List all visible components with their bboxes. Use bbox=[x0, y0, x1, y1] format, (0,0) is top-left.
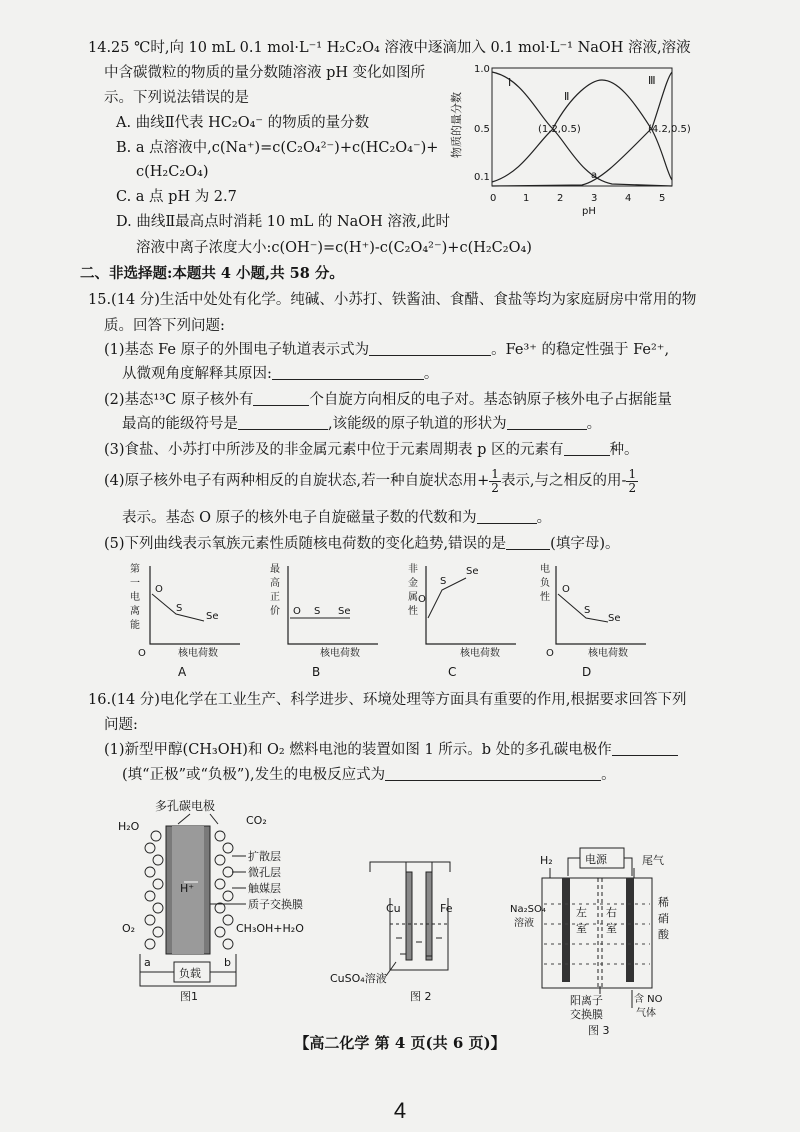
q15-sub1-cont bbox=[122, 364, 438, 384]
answer-blank-7[interactable] bbox=[477, 509, 537, 524]
svg-text:S: S bbox=[440, 576, 447, 587]
q16-sub1-text-b: (填“正极”或“负极”),发生的电极反应式为 bbox=[122, 767, 386, 783]
svg-text:O: O bbox=[293, 606, 301, 617]
fraction-half-2: $\frac{1}{2}$ bbox=[628, 466, 637, 495]
svg-text:a: a bbox=[144, 956, 151, 969]
answer-blank-9[interactable] bbox=[612, 741, 678, 756]
svg-text:酸: 酸 bbox=[658, 928, 669, 941]
svg-text:CuSO₄溶液: CuSO₄溶液 bbox=[330, 972, 387, 985]
q16-sub1 bbox=[104, 740, 678, 760]
svg-text:Na₂SO₄: Na₂SO₄ bbox=[510, 904, 546, 915]
svg-text:最: 最 bbox=[270, 564, 280, 575]
answer-blank-4[interactable] bbox=[238, 415, 328, 430]
svg-text:图1: 图1 bbox=[180, 990, 198, 1003]
svg-text:CO₂: CO₂ bbox=[246, 814, 267, 827]
curve-iii bbox=[492, 72, 672, 186]
answer-blank-5[interactable] bbox=[507, 415, 587, 430]
svg-text:核电荷数: 核电荷数 bbox=[460, 648, 500, 659]
svg-text:核电荷数: 核电荷数 bbox=[178, 648, 218, 659]
q15-sub1-text-d: 。 bbox=[423, 366, 439, 382]
svg-text:室: 室 bbox=[576, 922, 587, 935]
q15-sub2 bbox=[104, 390, 672, 410]
svg-text:非: 非 bbox=[408, 564, 418, 575]
svg-text:金: 金 bbox=[408, 578, 418, 589]
svg-text:正: 正 bbox=[270, 592, 280, 603]
q15-sub3 bbox=[104, 440, 639, 460]
q16-sub1-text-a: (1)新型甲醇(CH₃OH)和 O₂ 燃料电池的装置如图 1 所示。b 处的多孔碳电极作 bbox=[104, 742, 612, 758]
svg-text:b: b bbox=[224, 956, 231, 969]
q15-sub2-text-d: ,该能级的原子轨道的形状为 bbox=[328, 416, 507, 432]
svg-text:价: 价 bbox=[270, 606, 280, 617]
answer-blank-8[interactable] bbox=[506, 535, 550, 550]
q15-sub4 bbox=[104, 467, 638, 495]
q15-sub5 bbox=[104, 534, 619, 554]
q15-sub1-text-b: 。Fe³⁺ 的稳定性强于 Fe²⁺, bbox=[491, 342, 670, 358]
q15-sub1 bbox=[104, 340, 669, 360]
answer-blank-2[interactable] bbox=[272, 365, 424, 380]
trend-charts bbox=[130, 556, 730, 684]
xtick-3: 3 bbox=[591, 193, 598, 204]
svg-text:阳离子: 阳离子 bbox=[570, 994, 603, 1007]
graph-ylabel: 物质的量分数 bbox=[450, 92, 463, 158]
svg-text:质子交换膜: 质子交换膜 bbox=[248, 898, 303, 911]
svg-text:尾气: 尾气 bbox=[642, 854, 664, 867]
q15-sub4-text-a: (4)原子核外电子有两种相反的自旋状态,若一种自旋状态用+ bbox=[104, 473, 490, 489]
point-a-label: a bbox=[591, 170, 598, 181]
q14-option-c: C. a 点 pH 为 2.7 bbox=[116, 189, 237, 205]
svg-text:O: O bbox=[562, 584, 570, 595]
svg-text:Fe: Fe bbox=[440, 902, 453, 915]
svg-text:室: 室 bbox=[606, 922, 617, 935]
svg-text:负: 负 bbox=[540, 578, 550, 589]
chart-c bbox=[408, 562, 516, 679]
figure-3-electrolysis bbox=[510, 834, 680, 1037]
q15-sub4-text-b: 表示,与之相反的用- bbox=[500, 473, 627, 489]
q14-line1: 14.25 ℃时,向 10 mL 0.1 mol·L⁻¹ H₂C₂O₄ 溶液中逐滴加入 0.1 mol·L⁻¹ NaOH 溶液,溶液 bbox=[88, 40, 691, 56]
svg-text:核电荷数: 核电荷数 bbox=[588, 648, 628, 659]
svg-text:离: 离 bbox=[130, 606, 140, 617]
q15-sub4-cont bbox=[122, 508, 551, 528]
point-1-label: (1.2,0.5) bbox=[538, 124, 581, 135]
svg-text:B: B bbox=[312, 665, 321, 679]
chart-d bbox=[540, 562, 646, 679]
svg-text:C: C bbox=[448, 665, 457, 679]
svg-text:O: O bbox=[418, 594, 426, 605]
xtick-0: 0 bbox=[490, 193, 497, 204]
fraction-half-1: $\frac{1}{2}$ bbox=[491, 466, 499, 495]
q14-option-b-cont: c(H₂C₂O₄) bbox=[136, 164, 209, 180]
svg-text:O: O bbox=[546, 648, 554, 659]
svg-text:A: A bbox=[178, 665, 187, 679]
svg-text:Cu: Cu bbox=[386, 902, 401, 915]
q16-line1: 16.(14 分)电化学在工业生产、科学进步、环境处理等方面具有重要的作用,根据要求回答下列 bbox=[88, 692, 687, 708]
q14-line3: 示。下列说法错误的是 bbox=[104, 90, 249, 106]
svg-text:S: S bbox=[176, 603, 183, 614]
q15-sub5-text-b: (填字母)。 bbox=[550, 536, 620, 552]
page-number: 4 bbox=[393, 1098, 407, 1123]
q15-sub5-text-a: (5)下列曲线表示氧族元素性质随核电荷数的变化趋势,错误的是 bbox=[104, 536, 507, 552]
svg-text:硝: 硝 bbox=[658, 912, 669, 925]
svg-text:Se: Se bbox=[466, 566, 479, 577]
chart-a bbox=[130, 562, 240, 679]
q14-distribution-graph bbox=[450, 58, 691, 218]
q16-sub1-cont bbox=[122, 765, 616, 785]
svg-text:触媒层: 触媒层 bbox=[248, 882, 281, 895]
answer-blank-1[interactable] bbox=[369, 341, 491, 356]
svg-text:电: 电 bbox=[540, 564, 550, 575]
svg-text:O: O bbox=[155, 584, 163, 595]
graph-xlabel: pH bbox=[582, 206, 596, 217]
svg-text:性: 性 bbox=[408, 606, 418, 617]
q16-sub1-text-c: 。 bbox=[601, 767, 616, 783]
q15-sub1-text-c: 从微观角度解释其原因: bbox=[122, 366, 272, 382]
svg-text:能: 能 bbox=[130, 620, 140, 631]
point-2-label: (4.2,0.5) bbox=[648, 124, 691, 135]
page-footer: 【高二化学 第 4 页(共 6 页)】 bbox=[294, 1034, 506, 1052]
q14-line2: 中含碳微粒的物质的量分数随溶液 pH 变化如图所 bbox=[104, 65, 426, 81]
svg-text:高: 高 bbox=[270, 578, 280, 589]
svg-text:核电荷数: 核电荷数 bbox=[320, 648, 360, 659]
svg-text:扩散层: 扩散层 bbox=[248, 850, 281, 863]
ytick-1: 1.0 bbox=[474, 64, 490, 75]
svg-text:微孔层: 微孔层 bbox=[248, 866, 281, 879]
answer-blank-6[interactable] bbox=[564, 441, 610, 456]
q15-sub2-text-e: 。 bbox=[586, 416, 602, 432]
curve-i-label: Ⅰ bbox=[508, 76, 512, 89]
svg-text:一: 一 bbox=[130, 578, 140, 589]
xtick-2: 2 bbox=[557, 193, 564, 204]
svg-text:D: D bbox=[582, 665, 592, 679]
svg-text:Se: Se bbox=[206, 611, 219, 622]
answer-blank-10[interactable] bbox=[385, 766, 601, 781]
chart-b bbox=[270, 563, 378, 679]
q14-option-d-cont: 溶液中离子浓度大小:c(OH⁻)=c(H⁺)-c(C₂O₄²⁻)+c(H₂C₂O₄) bbox=[136, 240, 532, 256]
svg-text:交换膜: 交换膜 bbox=[570, 1008, 603, 1021]
svg-text:右: 右 bbox=[606, 906, 617, 919]
q15-sub1-text-a: (1)基态 Fe 原子的外围电子轨道表示式为 bbox=[104, 342, 370, 358]
svg-text:气体: 气体 bbox=[636, 1008, 656, 1019]
svg-text:图 2: 图 2 bbox=[410, 990, 432, 1003]
curve-ii-label: Ⅱ bbox=[564, 90, 570, 103]
q15-sub2-text-b: 个自旋方向相反的电子对。基态钠原子核外电子占据能量 bbox=[309, 392, 672, 408]
svg-text:稀: 稀 bbox=[658, 896, 669, 909]
svg-text:含 NO: 含 NO bbox=[634, 994, 663, 1005]
q15-sub2-text-c: 最高的能级符号是 bbox=[122, 416, 238, 432]
svg-text:H₂O: H₂O bbox=[118, 820, 140, 833]
curve-ii bbox=[492, 80, 672, 182]
xtick-4: 4 bbox=[625, 193, 632, 204]
figure-1-fuel-cell bbox=[110, 796, 310, 1006]
q15-line1: 15.(14 分)生活中处处有化学。纯碱、小苏打、铁酱油、食醋、食盐等均为家庭厨房中常用的物 bbox=[88, 292, 697, 308]
svg-text:S: S bbox=[314, 606, 321, 617]
svg-text:属: 属 bbox=[408, 592, 418, 603]
svg-text:第: 第 bbox=[130, 564, 140, 575]
xtick-5: 5 bbox=[659, 193, 666, 204]
q15-sub3-text-a: (3)食盐、小苏打中所涉及的非金属元素中位于元素周期表 p 区的元素有 bbox=[104, 442, 564, 458]
svg-text:图 3: 图 3 bbox=[588, 1024, 610, 1037]
svg-text:溶液: 溶液 bbox=[514, 918, 534, 929]
svg-text:多孔碳电极: 多孔碳电极 bbox=[155, 799, 216, 813]
q16-line2: 问题: bbox=[104, 717, 138, 733]
svg-text:S: S bbox=[584, 605, 591, 616]
figure-2-beaker bbox=[330, 858, 470, 1008]
q14-option-d: D. 曲线Ⅱ最高点时消耗 10 mL 的 NaOH 溶液,此时 bbox=[116, 214, 451, 230]
svg-text:负载: 负载 bbox=[179, 967, 201, 980]
q15-sub4-text-c: 表示。基态 O 原子的核外电子自旋磁量子数的代数和为 bbox=[122, 510, 477, 526]
q15-sub4-text-d: 。 bbox=[536, 510, 552, 526]
svg-text:O₂: O₂ bbox=[122, 922, 136, 935]
svg-text:性: 性 bbox=[540, 592, 550, 603]
svg-text:H₂: H₂ bbox=[540, 854, 553, 867]
q14-option-a: A. 曲线Ⅱ代表 HC₂O₄⁻ 的物质的量分数 bbox=[116, 115, 370, 131]
svg-text:H⁺: H⁺ bbox=[180, 882, 195, 895]
svg-text:左: 左 bbox=[576, 906, 587, 919]
q15-sub2-text-a: (2)基态¹³C 原子核外有 bbox=[104, 392, 254, 408]
xtick-1: 1 bbox=[523, 193, 530, 204]
answer-blank-3[interactable] bbox=[253, 391, 309, 406]
svg-text:电: 电 bbox=[130, 592, 140, 603]
svg-text:CH₃OH+H₂O: CH₃OH+H₂O bbox=[236, 922, 304, 935]
q15-line2: 质。回答下列问题: bbox=[104, 318, 225, 334]
ytick-3: 0.1 bbox=[474, 172, 490, 183]
section-2-title: 二、非选择题:本题共 4 小题,共 58 分。 bbox=[80, 265, 344, 282]
ytick-2: 0.5 bbox=[474, 124, 490, 135]
curve-i bbox=[492, 72, 672, 186]
q15-sub2-cont bbox=[122, 414, 601, 434]
q15-sub3-text-b: 种。 bbox=[609, 442, 639, 458]
svg-text:O: O bbox=[138, 648, 146, 659]
q14-option-b: B. a 点溶液中,c(Na⁺)=c(C₂O₄²⁻)+c(HC₂O₄⁻)+ bbox=[116, 140, 439, 156]
svg-text:Se: Se bbox=[338, 606, 351, 617]
curve-iii-label: Ⅲ bbox=[648, 74, 656, 87]
svg-text:Se: Se bbox=[608, 613, 621, 624]
svg-text:电源: 电源 bbox=[585, 853, 607, 866]
